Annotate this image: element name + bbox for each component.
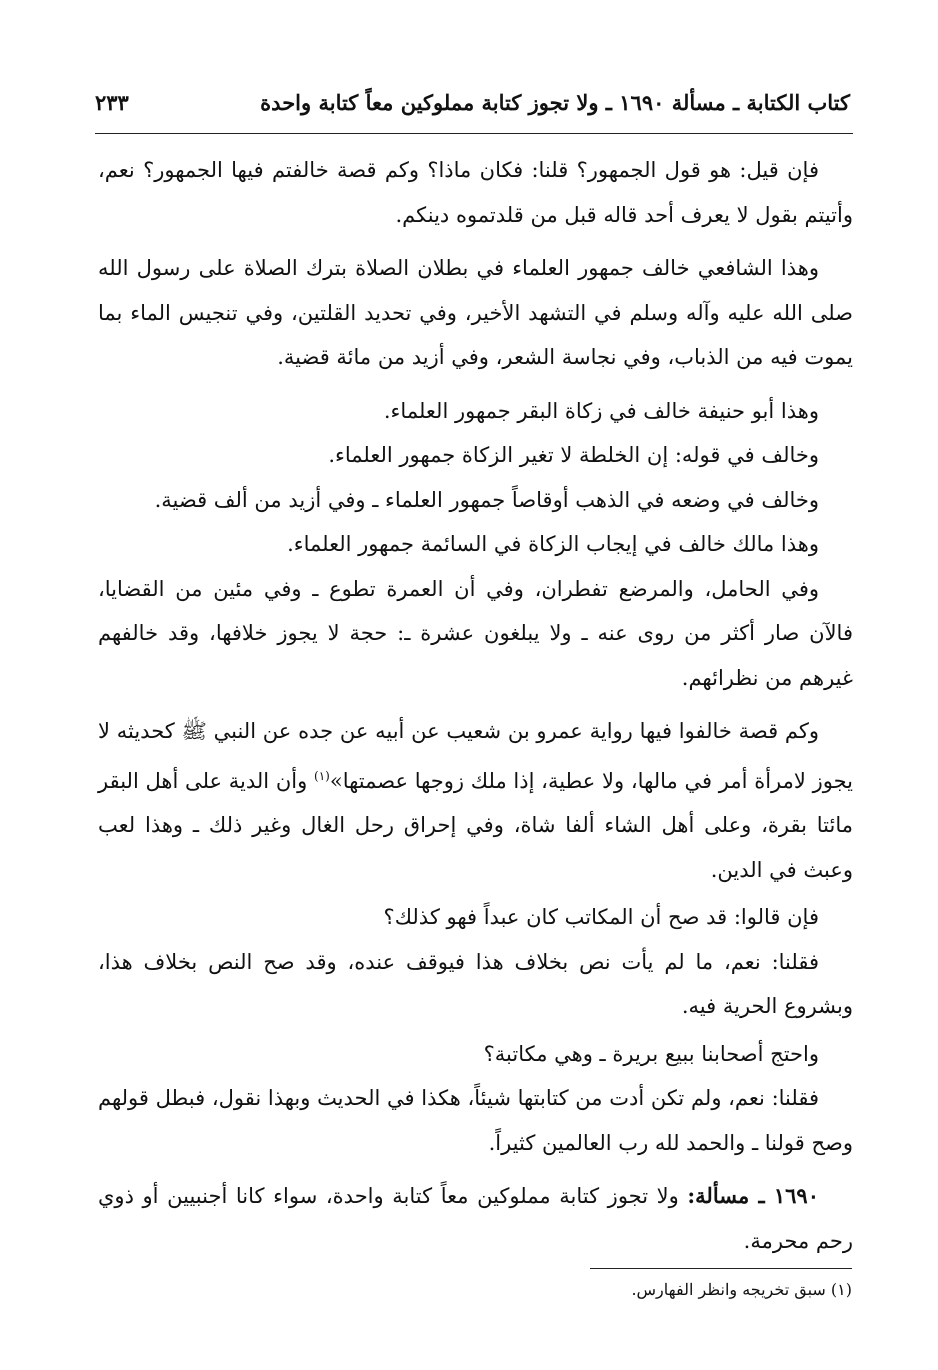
- masala-text: ولا تجوز كتابة مملوكين معاً كتابة واحدة، سواء كانا أجنبيين أو ذوي رحم محرمة.: [98, 1184, 853, 1253]
- paragraph-malik: وهذا مالك خالف في إيجاب الزكاة في السائمة جمهور العلماء.: [287, 532, 819, 556]
- header-title: كتاب الكتابة ـ مسألة ١٦٩٠ ـ ولا تجوز كتابة مملوكين معاً كتابة واحدة: [260, 89, 850, 115]
- footnote: (١) سبق تخريجه وانظر الفهارس.: [631, 1280, 852, 1299]
- main-text: [98, 148, 853, 1263]
- running-header: [95, 80, 850, 124]
- diya-text: وأن الدية على أهل البقر مائتا بقرة، وعلى أهل الشاء ألفا شاة، وفي إحراق رحل الغال وغير ذلك ـ وهذا لعب وعبث في الدين.: [98, 768, 853, 882]
- paragraph-hamil: وفي الحامل، والمرضع تفطران، وفي أن العمرة تطوع ـ وفي مئين من القضايا، فالآن صار أكثر من روى عنه ـ ولا يبلغون عشرة ـ: حجة لا يجوز خلافها، وقد خالفهم غيرهم من نظرائهم.: [98, 576, 853, 690]
- paragraph-barira-answer: فقلنا: نعم، ولم تكن أدت من كتابتها شيئاً، هكذا في الحديث وبهذا نقول، فبطل قولهم وصح قولنا ـ والحمد لله رب العالمين كثيراً.: [98, 1086, 853, 1155]
- paragraph-mukatab-answer: فقلنا: نعم، ما لم يأت نص بخلاف هذا فيوقف عنده، وقد صح النص بخلاف هذا، وبشروع الحرية فيه.: [98, 949, 853, 1018]
- paragraph-khulta: وخالف في قوله: إن الخلطة لا تغير الزكاة جمهور العلماء.: [328, 443, 819, 467]
- page-number: ٢٣٣: [95, 89, 129, 115]
- paragraph-objection: فإن قيل: هو قول الجمهور؟ قلنا: فكان ماذا؟ وكم قصة خالفتم فيها الجمهور؟ نعم، وأتيتم بقول لا يعرف أحد قاله قبل من قلدتموه دينكم.: [98, 158, 853, 227]
- paragraph-barira: واحتج أصحابنا ببيع بريرة ـ وهي مكاتبة؟: [483, 1041, 819, 1066]
- header-rule: [95, 133, 853, 134]
- masala-paragraph: [98, 1174, 853, 1263]
- footnote-rule: [590, 1268, 852, 1269]
- paragraph-shafii: وهذا الشافعي خالف جمهور العلماء في بطلان الصلاة بترك الصلاة على رسول الله صلى الله عليه وآله وسلم في التشهد الأخير، وفي تحديد القلتين، وفي تنجيس الماء بما يموت فيه من الذباب، وفي نجاسة الشعر، وفي أزيد من مائة قضية.: [98, 256, 853, 369]
- paragraph-amr-ibn-shuayb: [98, 709, 853, 892]
- masala-label: ١٦٩٠ ـ مسألة:: [687, 1183, 819, 1208]
- paragraph-mukatab-question: فإن قالوا: قد صح أن المكاتب كان عبداً فهو كذلك؟: [383, 905, 819, 929]
- hadith-text: وكم قصة خالفوا فيها رواية عمرو بن شعيب عن أبيه عن جده عن النبي ﷺ كحديثه لا يجوز لامرأة أمر في مالها، ولا عطية، إذا ملك زوجها عصمتها»: [98, 719, 853, 793]
- paragraph-abu-hanifa: وهذا أبو حنيفة خالف في زكاة البقر جمهور العلماء.: [383, 398, 819, 423]
- footnote-marker: (١): [314, 768, 330, 783]
- paragraph-awqas: وخالف في وضعه في الذهب أوقاصاً جمهور العلماء ـ وفي أزيد من ألف قضية.: [154, 487, 819, 512]
